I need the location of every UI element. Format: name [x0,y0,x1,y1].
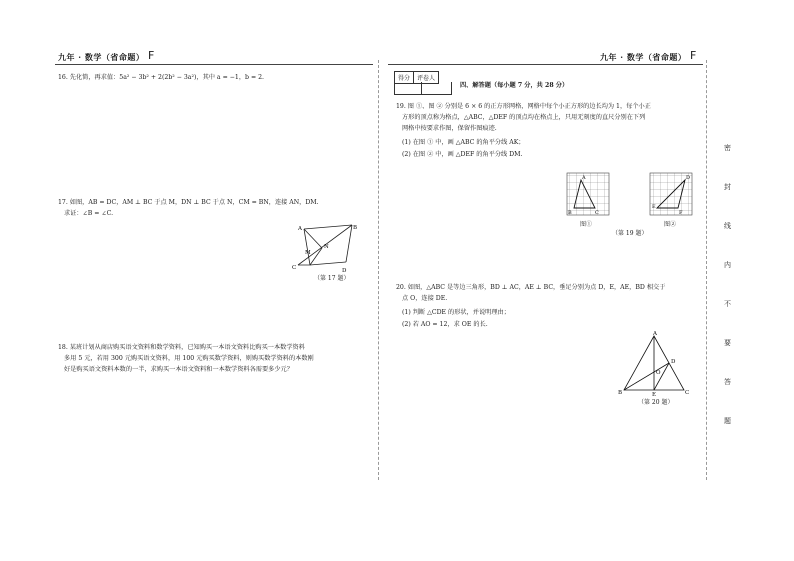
seal-char: 线 [724,222,731,230]
svg-text:C: C [685,390,690,396]
score-label: 得分 [395,72,414,83]
figure-19-label-1: 图① [580,221,593,228]
svg-text:D: D [671,359,676,365]
question-19-line1: 19. 图 ①、图 ② 分别是 6 × 6 的正方形网格，网格中每个小正方形的边长均为 1，每个小正 [396,103,651,110]
question-18-line1: 18. 某班计划从商店购买语文资料和数学资料，已知购买一本语文资料比购买一本数学资料 [58,344,305,351]
question-19-line3: 网格中按要求作图，保留作图痕迹. [402,125,497,132]
seal-char: 要 [724,339,731,347]
fig17-label-d: D [342,268,347,274]
seal-char: 答 [724,378,731,386]
svg-text:C: C [595,210,599,216]
question-19-part2: (2) 在图 ② 中，画 △DEF 的角平分线 DM. [402,151,523,158]
question-18-line2: 多用 5 元，若用 300 元购买语文资料，用 100 元购买数学资料，则购买数学资料的本数刚 [64,355,314,362]
right-header-rule [388,64,703,65]
left-header-rule [55,64,373,65]
svg-text:E: E [652,204,656,210]
figure-17-caption: （第 17 题） [314,275,350,282]
question-18-line3: 好是购买语文资料本数的一半，求购买一本语文资料和一本数学资料各需要多少元？ [64,366,293,373]
question-19-part1: (1) 在图 ① 中，画 △ABC 的角平分线 AK； [402,139,525,146]
question-19-line2: 方形的顶点称为格点，△ABC，△DEF 的顶点均在格点上，只用无刻度的直尺分别在下列 [402,114,646,121]
figure-19-label-2: 图② [664,221,677,228]
fig17-label-n: N [324,244,329,250]
fig17-label-m: M [305,250,311,256]
svg-text:F: F [679,210,683,216]
svg-text:E: E [652,392,657,396]
seal-char: 密 [724,144,731,152]
seal-char: 内 [724,261,731,269]
figure-20-caption: （第 20 题） [638,399,674,406]
fig17-label-c: C [292,265,297,271]
seal-char: 不 [724,300,731,308]
score-box-blank [394,82,452,95]
center-fold-line [378,60,379,480]
svg-text:A: A [582,175,586,181]
svg-text:A: A [653,331,657,337]
section-title: 四、解答题（每小题 7 分，共 28 分） [460,82,569,89]
svg-text:O: O [656,370,661,376]
question-20-part2: (2) 若 AO = 12，求 OE 的长. [402,321,488,328]
seal-char: 封 [724,183,731,191]
figure-19-caption: （第 19 题） [612,230,648,237]
left-header-title: 九年 · 数学（省命题） [58,52,145,62]
question-16: 16. 先化简，再求值：5a² − 3b² + 2(2b² − 3a²)，其中 a = −1，b = 2. [58,74,265,81]
fig17-label-a: A [298,226,302,232]
svg-text:D: D [686,175,691,181]
svg-text:B: B [618,390,623,396]
question-17-line2: 求证：∠B = ∠C. [64,210,114,217]
right-header-title: 九年 · 数学（省命题） [600,52,687,62]
question-20-line2: 点 O，连接 DE. [402,295,448,302]
svg-text:B: B [568,210,572,216]
question-17-line1: 17. 如图，AB = DC，AM ⊥ BC 于点 M，DN ⊥ BC 于点 N，CM = BN，连接 AN，DM. [58,199,319,206]
line-bd [624,363,669,390]
left-header-version: F [148,49,155,62]
seal-line [706,60,707,480]
right-header-version: F [690,49,697,62]
fig17-left-shape [298,229,310,265]
grader-label: 评卷人 [417,75,436,82]
fig17-label-b: B [353,225,358,231]
figure-20 [618,330,690,396]
seal-char: 题 [724,417,731,425]
grid-2 [650,173,692,216]
question-20-part1: (1) 判断 △CDE 的形状，并说明理由； [402,309,510,316]
grid-1 [567,173,609,216]
question-20-line1: 20. 如图，△ABC 是等边三角形，BD ⊥ AC，AE ⊥ BC，垂足分别为点 D，E，AE，BD 相交于 [396,284,666,291]
